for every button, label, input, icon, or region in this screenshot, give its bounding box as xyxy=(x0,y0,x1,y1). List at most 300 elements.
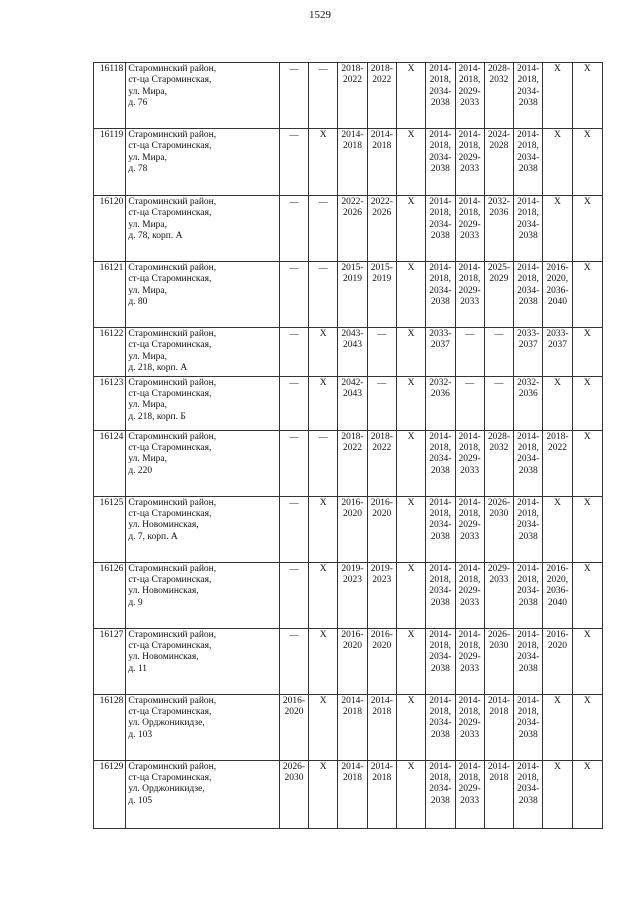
period-value: X xyxy=(407,377,415,388)
period-cell xyxy=(572,628,602,694)
period-value: 2030 xyxy=(489,641,509,652)
record-number: 16119 xyxy=(94,129,126,196)
period-value: 2038 xyxy=(518,164,538,175)
address-line: ст-ца Староминская, xyxy=(128,443,212,454)
period-value: 2026- xyxy=(282,761,306,772)
period-value: 2038 xyxy=(430,597,450,608)
period-value: X xyxy=(554,130,561,140)
address-line: Староминский район, xyxy=(128,629,217,640)
period-value: 2033- xyxy=(546,329,569,339)
address-line: д. 103 xyxy=(128,729,153,740)
period-value: X xyxy=(319,377,327,388)
period-cell xyxy=(484,562,513,628)
period-cell xyxy=(367,129,396,196)
period-value: 2038 xyxy=(518,795,538,806)
period-value: 2014- xyxy=(429,197,452,207)
address-line: Староминский район, xyxy=(128,497,217,508)
period-value: X xyxy=(583,329,591,339)
period-value: 2022- xyxy=(341,197,364,207)
period-cell xyxy=(484,262,513,328)
period-value: 2018- xyxy=(341,64,364,74)
period-value: X xyxy=(554,497,561,508)
period-value: 2038 xyxy=(518,531,538,542)
period-value: 2014- xyxy=(429,263,452,273)
period-cell xyxy=(543,196,572,262)
period-value: 2034- xyxy=(429,219,452,230)
period-value: 2037 xyxy=(547,340,567,351)
period-cell xyxy=(338,63,367,129)
period-value: X xyxy=(554,695,561,706)
period-cell xyxy=(309,376,338,430)
period-value: — xyxy=(318,64,328,74)
period-cell xyxy=(484,496,513,562)
address-line: ул. Мира, xyxy=(128,219,168,230)
period-cell xyxy=(484,376,513,430)
period-cell xyxy=(338,196,367,262)
period-cell xyxy=(543,562,572,628)
period-value: 2015- xyxy=(341,263,364,273)
period-value: X xyxy=(319,497,327,508)
period-value: 2014- xyxy=(429,64,452,74)
period-cell xyxy=(396,328,425,377)
address-cell xyxy=(126,496,280,562)
address-cell xyxy=(126,328,280,377)
period-cell xyxy=(455,628,484,694)
period-cell xyxy=(484,430,513,496)
period-value: 2029- xyxy=(458,86,481,97)
period-cell xyxy=(455,328,484,377)
period-value: 2018, xyxy=(517,75,539,86)
page-number: 1529 xyxy=(309,9,331,21)
period-cell xyxy=(396,628,425,694)
address-line: Староминский район, xyxy=(128,761,217,772)
period-value: 2018, xyxy=(517,509,539,520)
period-cell xyxy=(338,129,367,196)
period-value: 2038 xyxy=(518,98,538,109)
period-value: 2014- xyxy=(517,64,540,74)
period-value: — xyxy=(289,64,299,74)
period-value: 2016- xyxy=(282,695,306,706)
period-value: 2023 xyxy=(343,575,363,586)
period-value: 2014- xyxy=(458,197,481,207)
address-line: Староминский район, xyxy=(128,431,217,442)
period-value: 2018, xyxy=(458,707,481,718)
period-cell xyxy=(572,196,602,262)
period-value: 2038 xyxy=(430,663,450,674)
period-value: 2018 xyxy=(343,707,363,718)
period-value: 2029- xyxy=(458,784,481,795)
period-value: 2033 xyxy=(460,164,480,175)
address-cell xyxy=(126,63,280,129)
period-value: 2018 xyxy=(343,141,363,152)
period-cell xyxy=(426,328,455,377)
period-value: 2018- xyxy=(341,431,364,442)
period-value: 2034- xyxy=(517,219,540,230)
period-cell xyxy=(309,196,338,262)
period-value: X xyxy=(319,563,327,574)
period-value: 2032 xyxy=(489,443,509,454)
period-value: 2034- xyxy=(429,652,452,663)
period-cell xyxy=(572,328,602,377)
record-number: 16124 xyxy=(94,430,126,496)
address-line: д. 80 xyxy=(128,297,148,308)
period-value: 2034- xyxy=(429,784,452,795)
period-value: 2014- xyxy=(458,431,481,442)
period-cell xyxy=(367,63,396,129)
period-value: 2018, xyxy=(458,509,481,520)
period-value: 2038 xyxy=(430,164,450,175)
period-value: 2018- xyxy=(370,64,393,74)
period-value: — xyxy=(494,329,504,339)
period-value: X xyxy=(583,497,591,508)
address-line: ул. Орджоникидзе, xyxy=(128,718,205,729)
period-value: 2029- xyxy=(458,652,481,663)
period-cell xyxy=(514,328,543,377)
period-cell xyxy=(484,760,513,828)
period-value: 2022 xyxy=(343,75,363,86)
period-value: — xyxy=(465,377,475,388)
period-cell xyxy=(396,196,425,262)
record-number: 16123 xyxy=(94,376,126,430)
period-cell xyxy=(367,628,396,694)
period-value: 2038 xyxy=(518,297,538,308)
period-value: X xyxy=(583,629,591,640)
period-cell xyxy=(309,262,338,328)
period-value: 2033 xyxy=(460,231,480,242)
period-value: 2014- xyxy=(458,761,481,772)
period-value: 2018, xyxy=(517,443,539,454)
period-value: 2022 xyxy=(372,443,392,454)
period-value: 2014- xyxy=(370,695,393,706)
period-value: 2034- xyxy=(517,652,540,663)
period-value: 2034- xyxy=(517,152,540,163)
period-cell xyxy=(396,562,425,628)
period-cell xyxy=(396,430,425,496)
period-value: 2014- xyxy=(517,130,540,140)
period-value: 2018 xyxy=(372,141,392,152)
period-value: X xyxy=(583,563,591,574)
period-cell xyxy=(367,760,396,828)
table-row xyxy=(94,63,603,129)
period-value: 2038 xyxy=(430,465,450,476)
period-cell xyxy=(338,376,367,430)
address-line: ст-ца Староминская, xyxy=(128,141,212,152)
address-line: д. 105 xyxy=(128,795,153,806)
period-value: — xyxy=(377,329,387,339)
period-value: 2036 xyxy=(518,389,538,400)
period-value: X xyxy=(583,64,591,74)
address-line: ст-ца Староминская, xyxy=(128,208,212,219)
period-value: 2020, xyxy=(546,274,569,285)
record-number: 16129 xyxy=(94,760,126,828)
period-cell xyxy=(309,430,338,496)
period-cell xyxy=(455,430,484,496)
period-cell xyxy=(279,328,308,377)
period-value: 2018, xyxy=(517,641,539,652)
period-value: 2034- xyxy=(517,454,540,465)
address-line: ул. Мира, xyxy=(128,351,168,362)
period-value: 2029- xyxy=(487,563,510,574)
period-value: 2018, xyxy=(429,75,452,86)
period-value: 2026 xyxy=(372,208,392,219)
period-value: 2014- xyxy=(517,629,540,640)
address-line: ул. Новоминская, xyxy=(128,520,199,531)
period-cell xyxy=(396,129,425,196)
period-value: 2028 xyxy=(489,141,509,152)
period-value: X xyxy=(407,563,415,574)
period-value: — xyxy=(318,431,328,442)
period-cell xyxy=(572,496,602,562)
table-row xyxy=(94,628,603,694)
period-value: X xyxy=(583,431,591,442)
address-line: ул. Орджоникидзе, xyxy=(128,784,205,795)
period-value: 2018 xyxy=(343,773,363,784)
period-value: 2034- xyxy=(429,86,452,97)
period-value: 2015- xyxy=(370,263,393,273)
period-value: 2014- xyxy=(458,64,481,74)
address-line: Староминский район, xyxy=(128,197,217,207)
period-value: 2022- xyxy=(370,197,393,207)
period-value: 2043 xyxy=(343,340,363,351)
period-cell xyxy=(484,694,513,760)
period-value: 2014- xyxy=(429,761,452,772)
period-value: 2014- xyxy=(458,563,481,574)
period-cell xyxy=(514,562,543,628)
record-number: 16127 xyxy=(94,628,126,694)
period-cell xyxy=(514,262,543,328)
period-value: — xyxy=(318,263,328,273)
period-value: 2033 xyxy=(460,795,480,806)
period-value: 2038 xyxy=(518,663,538,674)
period-cell xyxy=(426,430,455,496)
period-value: 2018, xyxy=(458,141,481,152)
period-value: 2018 xyxy=(489,773,509,784)
address-line: Староминский район, xyxy=(128,377,217,388)
period-cell xyxy=(279,496,308,562)
period-value: 2020 xyxy=(372,641,392,652)
period-cell xyxy=(426,262,455,328)
period-value: — xyxy=(289,377,299,388)
period-value: 2030 xyxy=(489,509,509,520)
period-value: 2018, xyxy=(517,773,539,784)
period-value: 2014- xyxy=(458,130,481,140)
period-value: 2034- xyxy=(517,586,540,597)
period-cell xyxy=(455,376,484,430)
period-value: 2014- xyxy=(429,130,452,140)
period-value: 2038 xyxy=(518,729,538,740)
period-value: X xyxy=(319,130,327,140)
period-value: 2018, xyxy=(517,208,539,219)
period-value: — xyxy=(289,329,299,339)
period-value: — xyxy=(289,629,299,640)
address-cell xyxy=(126,430,280,496)
period-value: 2020, xyxy=(546,575,569,586)
period-value: 2018, xyxy=(517,274,539,285)
schedule-table xyxy=(93,62,603,829)
period-value: 2014- xyxy=(487,695,510,706)
period-value: 2016- xyxy=(546,263,569,273)
period-value: 2033- xyxy=(517,329,540,339)
period-value: 2029- xyxy=(458,520,481,531)
period-cell xyxy=(426,196,455,262)
period-cell xyxy=(484,628,513,694)
period-cell xyxy=(543,129,572,196)
period-cell xyxy=(514,496,543,562)
period-value: X xyxy=(407,695,415,706)
period-value: 2014- xyxy=(429,431,452,442)
period-cell xyxy=(484,196,513,262)
period-value: X xyxy=(407,431,415,442)
period-value: 2037 xyxy=(518,340,538,351)
address-line: д. 7, корп. А xyxy=(128,531,178,542)
address-line: Староминский район, xyxy=(128,695,217,706)
period-cell xyxy=(367,430,396,496)
period-cell xyxy=(338,694,367,760)
period-value: 2033 xyxy=(460,98,480,109)
period-cell xyxy=(455,760,484,828)
period-value: 2014- xyxy=(517,497,540,508)
period-value: 2032- xyxy=(517,377,540,388)
period-value: 2014- xyxy=(458,497,481,508)
address-line: Староминский район, xyxy=(128,563,217,574)
address-line: ул. Мира, xyxy=(128,285,168,296)
period-cell xyxy=(367,196,396,262)
period-value: 2034- xyxy=(429,586,452,597)
period-cell xyxy=(572,63,602,129)
address-line: д. 76 xyxy=(128,98,148,109)
period-cell xyxy=(367,262,396,328)
period-value: 2038 xyxy=(430,231,450,242)
period-value: X xyxy=(583,695,591,706)
period-value: 2019- xyxy=(370,563,393,574)
address-line: д. 78, корп. А xyxy=(128,231,183,242)
period-cell xyxy=(484,328,513,377)
period-value: X xyxy=(407,761,415,772)
period-value: 2014- xyxy=(517,761,540,772)
period-value: 2037 xyxy=(430,340,450,351)
period-value: 2018, xyxy=(458,773,481,784)
period-value: 2040 xyxy=(547,297,567,308)
period-value: 2018, xyxy=(429,274,452,285)
address-cell xyxy=(126,129,280,196)
period-cell xyxy=(396,694,425,760)
period-value: 2029 xyxy=(489,274,509,285)
period-value: 2033 xyxy=(489,575,509,586)
period-value: 2018, xyxy=(517,141,539,152)
period-value: 2018 xyxy=(489,707,509,718)
period-value: 2016- xyxy=(370,497,393,508)
address-line: ст-ца Староминская, xyxy=(128,575,212,586)
address-line: ул. Новоминская, xyxy=(128,652,199,663)
address-line: ст-ца Староминская, xyxy=(128,75,212,86)
period-value: X xyxy=(319,329,327,339)
period-value: — xyxy=(465,329,475,339)
table-row xyxy=(94,430,603,496)
period-value: 2029- xyxy=(458,285,481,296)
period-value: 2018, xyxy=(458,274,481,285)
period-cell xyxy=(572,376,602,430)
period-value: 2034- xyxy=(517,86,540,97)
period-value: 2018, xyxy=(429,443,452,454)
period-cell xyxy=(514,196,543,262)
period-value: 2036- xyxy=(546,285,569,296)
record-number: 16118 xyxy=(94,63,126,129)
period-cell xyxy=(367,694,396,760)
period-value: 2018, xyxy=(517,707,539,718)
period-cell xyxy=(514,430,543,496)
period-cell xyxy=(309,496,338,562)
period-cell xyxy=(309,129,338,196)
address-line: д. 11 xyxy=(128,663,148,674)
period-cell xyxy=(396,760,425,828)
period-value: X xyxy=(407,64,415,74)
period-value: 2028- xyxy=(487,64,510,74)
period-value: X xyxy=(407,497,415,508)
period-value: 2014- xyxy=(341,695,364,706)
period-value: X xyxy=(407,329,415,339)
period-cell xyxy=(279,628,308,694)
table-row xyxy=(94,694,603,760)
period-value: 2038 xyxy=(518,231,538,242)
period-value: 2036 xyxy=(489,208,509,219)
period-value: 2029- xyxy=(458,454,481,465)
period-cell xyxy=(309,628,338,694)
address-cell xyxy=(126,262,280,328)
period-value: 2033 xyxy=(460,531,480,542)
address-cell xyxy=(126,628,280,694)
period-value: 2038 xyxy=(430,531,450,542)
period-cell xyxy=(543,262,572,328)
period-value: 2014- xyxy=(429,629,452,640)
period-value: 2022 xyxy=(547,443,567,454)
period-value: 2034- xyxy=(517,520,540,531)
period-cell xyxy=(426,562,455,628)
period-cell xyxy=(367,328,396,377)
period-cell xyxy=(426,694,455,760)
table-body xyxy=(94,63,603,829)
period-value: 2033 xyxy=(460,465,480,476)
table-row xyxy=(94,328,603,377)
period-value: 2014- xyxy=(487,761,510,772)
period-value: 2038 xyxy=(430,795,450,806)
address-line: ул. Мира, xyxy=(128,86,168,97)
period-cell xyxy=(309,562,338,628)
period-value: 2014- xyxy=(370,130,393,140)
period-value: 2043- xyxy=(341,329,364,339)
period-value: X xyxy=(583,761,591,772)
period-value: 2034- xyxy=(517,784,540,795)
period-cell xyxy=(514,63,543,129)
period-value: 2018, xyxy=(458,443,481,454)
period-cell xyxy=(279,376,308,430)
period-cell xyxy=(279,262,308,328)
period-value: 2018, xyxy=(429,707,452,718)
period-value: — xyxy=(289,563,299,574)
period-value: X xyxy=(554,197,561,207)
period-value: 2036- xyxy=(546,586,569,597)
period-value: 2033 xyxy=(460,597,480,608)
table-row xyxy=(94,496,603,562)
period-value: 2018, xyxy=(458,75,481,86)
period-cell xyxy=(543,430,572,496)
table-row xyxy=(94,376,603,430)
period-cell xyxy=(367,562,396,628)
period-cell xyxy=(484,129,513,196)
period-value: 2034- xyxy=(429,152,452,163)
period-cell xyxy=(455,562,484,628)
period-cell xyxy=(309,63,338,129)
period-value: — xyxy=(318,197,328,207)
